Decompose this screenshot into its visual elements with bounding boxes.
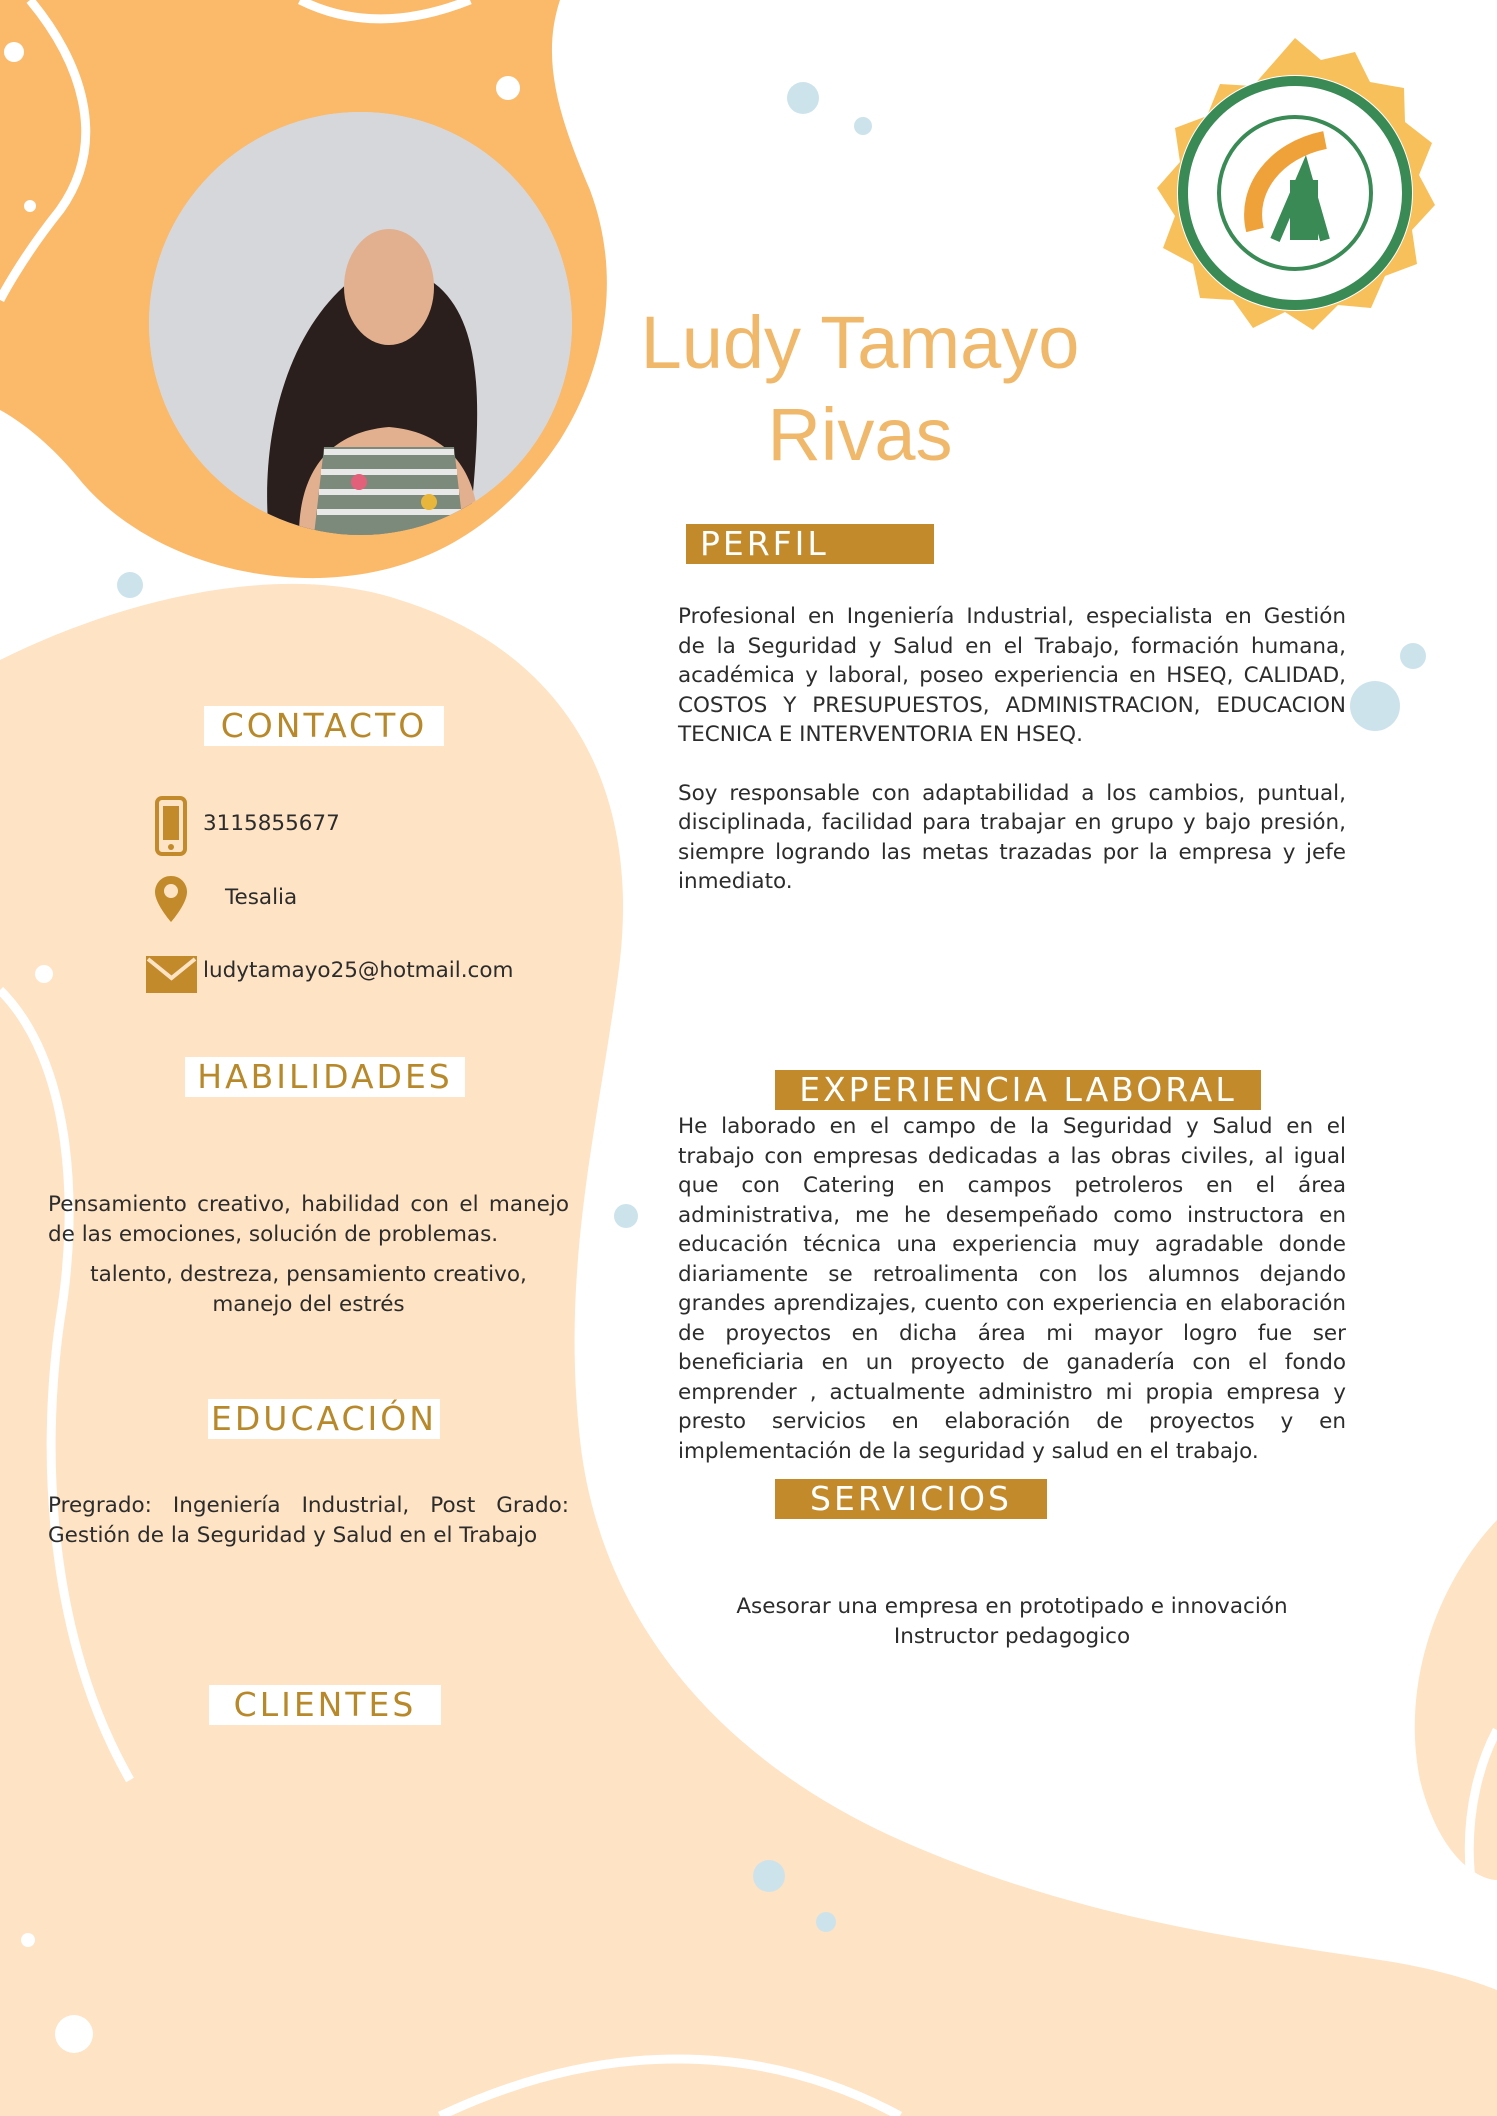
- servicios-line-2: Instructor pedagogico: [893, 1624, 1131, 1649]
- experiencia-text: He laborado en el campo de la Seguridad y Salud en el trabajo con empresas dedicadas a las obras civiles, al igual que con Catering en campos petroleros en el área administrativa, me he desempeñado como instructora en educación técnica una experiencia muy agradable donde diariamente se retroalimenta con los alumnos dejando grandes aprendizajes, cuento con experiencia en elaboración de proyectos en dicha área mi mayor logro fue ser beneficiaria en un proyecto de ganadería con el fondo emprender , actualmente administro mi propia empresa y presto servicios en elaboración de proyectos y en implementación de la seguridad y salud en el trabajo.: [678, 1114, 1346, 1464]
- experiencia-heading: EXPERIENCIA LABORAL: [775, 1070, 1261, 1110]
- servicios-heading: SERVICIOS: [775, 1479, 1047, 1519]
- educacion-text: Pregrado: Ingeniería Industrial, Post Grado: Gestión de la Seguridad y Salud en el Trabajo: [48, 1493, 569, 1548]
- clientes-heading: CLIENTES: [209, 1685, 441, 1725]
- location-pin-icon: [153, 874, 189, 924]
- perfil-paragraph-2: Soy responsable con adaptabilidad a los cambios, puntual, disciplinada, facilidad para trabajar en grupo y bajo presión, siempre logrando las metas trazadas por la empresa y jefe inmediato.: [678, 780, 1346, 894]
- email-icon: [146, 956, 197, 993]
- servicios-line-1: Asesorar una empresa en prototipado e innovación: [736, 1594, 1288, 1619]
- certified-seal-badge: [1125, 30, 1465, 370]
- contact-email[interactable]: ludytamayo25@hotmail.com: [203, 958, 514, 983]
- perfil-heading: PERFIL: [686, 524, 934, 564]
- habilidades-heading: HABILIDADES: [185, 1057, 465, 1097]
- profile-photo: [149, 112, 572, 535]
- perfil-paragraph-1: Profesional en Ingeniería Industrial, especialista en Gestión de la Seguridad y Salud en el Trabajo, formación humana, académica y laboral, poseo experiencia en HSEQ, CALIDAD, COSTOS Y PRESUPUESTOS, ADMINISTRACION, EDUCACION TECNICA E INTERVENTORIA EN HSEQ.: [678, 604, 1346, 747]
- habilidades-paragraph-2: talento, destreza, pensamiento creativo, manejo del estrés: [90, 1262, 527, 1317]
- habilidades-paragraph-1: Pensamiento creativo, habilidad con el manejo de las emociones, solución de problemas.: [48, 1192, 569, 1247]
- certified-seal-icon: [1125, 30, 1465, 370]
- name-first-line: Ludy Tamayo: [640, 301, 1080, 384]
- contact-location: Tesalia: [225, 885, 298, 910]
- contacto-heading: CONTACTO: [204, 706, 444, 746]
- educacion-heading: EDUCACIÓN: [208, 1399, 440, 1439]
- contact-phone[interactable]: 3115855677: [203, 811, 340, 836]
- phone-icon: [155, 796, 187, 856]
- perfil-text: [678, 602, 1346, 926]
- name-second-line: Rivas: [767, 393, 953, 476]
